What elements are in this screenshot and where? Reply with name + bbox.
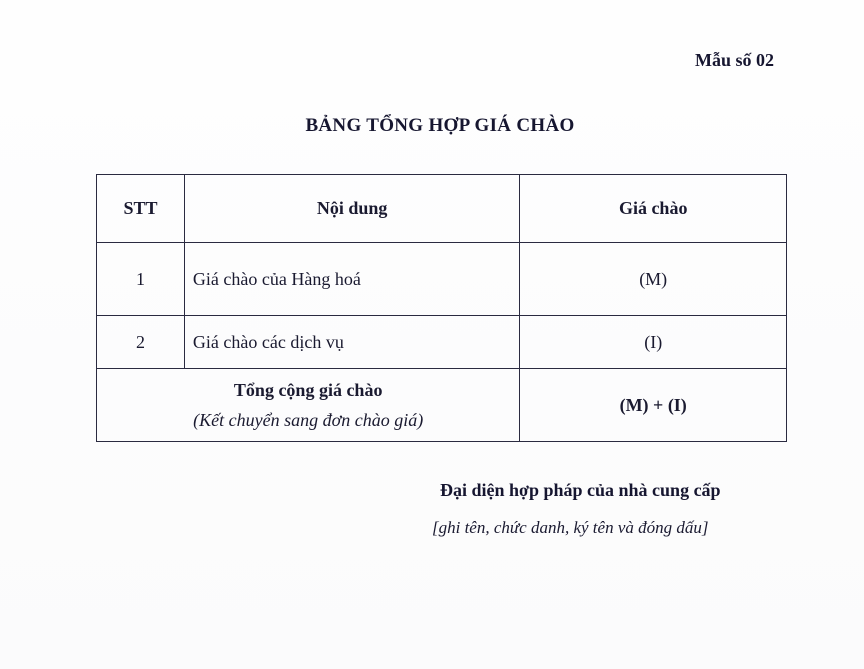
signature-note: [ghi tên, chức danh, ký tên và đóng dấu] — [432, 518, 709, 537]
total-note: (Kết chuyển sang đơn chào giá) — [193, 410, 424, 430]
total-label: Tổng cộng giá chào — [233, 380, 383, 400]
table-row — [97, 243, 787, 316]
header-content: Nội dung — [184, 175, 519, 243]
table-row — [97, 316, 787, 369]
header-price: Giá chào — [520, 175, 787, 243]
row-price: (M) — [520, 243, 787, 316]
header-stt: STT — [97, 175, 185, 243]
row-stt: 2 — [97, 316, 185, 369]
table-header-row — [97, 175, 787, 243]
row-stt: 1 — [97, 243, 185, 316]
signature-label: Đại diện hợp pháp của nhà cung cấp — [440, 480, 721, 500]
row-price: (I) — [520, 316, 787, 369]
document-title: BẢNG TỔNG HỢP GIÁ CHÀO — [305, 115, 575, 136]
row-content: Giá chào của Hàng hoá — [184, 243, 519, 316]
total-row — [97, 369, 787, 442]
row-content: Giá chào các dịch vụ — [184, 316, 519, 369]
form-number: Mẫu số 02 — [694, 50, 774, 70]
price-summary-table — [96, 174, 787, 442]
total-label-cell — [97, 369, 520, 442]
total-value: (M) + (I) — [520, 369, 787, 442]
